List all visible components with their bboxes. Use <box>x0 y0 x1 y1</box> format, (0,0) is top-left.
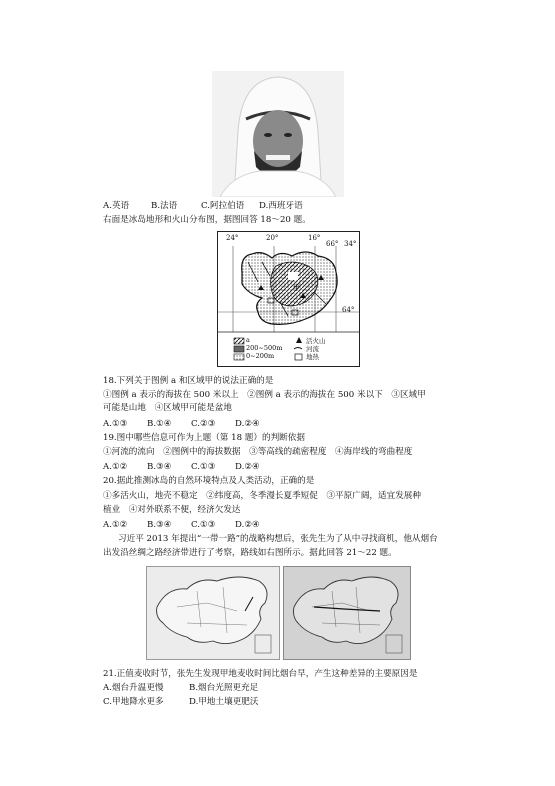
q18-stem: 18.下列关于图例 a 和区域甲的说法正确的是 <box>103 376 274 386</box>
q20-option-c: C.①③ <box>191 520 216 530</box>
q20-line2: 植业 ④对外联系不便，经济欠发达 <box>103 505 241 515</box>
legend-0-200: 0~200m <box>246 352 275 360</box>
q18-options <box>103 418 260 430</box>
q18-option-a: A.①③ <box>103 419 128 429</box>
china-map-left <box>146 566 280 660</box>
option-c: C.阿拉伯语 <box>201 201 245 211</box>
legend-a: a <box>246 336 250 344</box>
q18-line1: ①图例 a 表示的海拔在 500 米以上 ②图例 a 表示的海拔在 500 米以下 ③区域甲 <box>103 390 426 400</box>
q21-option-a: A.烟台升温更慢 <box>103 683 164 693</box>
lon-label-24: 24° <box>226 234 239 242</box>
legend-river: 河流 <box>306 345 319 353</box>
q19-option-b: B.③④ <box>147 462 172 472</box>
q20-option-a: A.①② <box>103 520 128 530</box>
legend-geothermal: 地热 <box>306 353 319 361</box>
legend-200-500: 200~500m <box>246 344 283 352</box>
option-d: D.西班牙语 <box>259 201 303 211</box>
q18-option-d: D.②④ <box>235 419 260 429</box>
q19-stem: 19.图中哪些信息可作为上题（第 18 题）的判断依据 <box>103 433 305 443</box>
q19-option-d: D.②④ <box>235 462 260 472</box>
intro-iceland: 右面是冰岛地形和火山分布图，据图回答 18～20 题。 <box>103 215 311 225</box>
q20-line1: ①多活火山，地壳不稳定 ②纬度高，冬季漫长夏季短促 ③平原广阔，适宜发展种 <box>103 491 421 501</box>
q19-option-c: C.①③ <box>191 462 216 472</box>
lat-label-64: 64° <box>342 306 355 314</box>
q20-option-b: B.③④ <box>147 520 172 530</box>
option-b: B.法语 <box>151 201 178 211</box>
q19-options <box>103 461 260 473</box>
q21-options-row1 <box>103 682 258 694</box>
intro-xi-line1: 习近平 2013 年提出“一带一路”的战略构想后，张先生为了从中寻找商机，他从烟台 <box>118 534 438 544</box>
lon-label-34: 34° <box>344 240 357 248</box>
lat-label-66: 66° <box>326 240 339 248</box>
q21-options-row2 <box>103 696 258 708</box>
iceland-map <box>217 231 360 367</box>
option-a: A.英语 <box>103 201 130 211</box>
legend-volcano: 活火山 <box>306 337 326 345</box>
q18-option-b: B.①④ <box>147 419 172 429</box>
q18-line2: 可能是山地 ④区域甲可能是盆地 <box>103 403 232 413</box>
q19-line1: ①河流的流向 ②图例中的海拔数据 ③等高线的疏密程度 ④海岸线的弯曲程度 <box>103 447 413 457</box>
q18-option-c: C.②③ <box>191 419 216 429</box>
q21-stem: 21.正值麦收时节，张先生发现甲地麦收时间比烟台早，产生这种差异的主要原因是 <box>103 669 418 679</box>
intro-xi-line2: 出发沿丝绸之路经济带进行了考察，路线如右图所示。据此回答 21～22 题。 <box>103 548 397 558</box>
q20-stem: 20.据此推测冰岛的自然环境特点及人类活动，正确的是 <box>103 476 315 486</box>
q19-option-a: A.①② <box>103 462 128 472</box>
q21-option-b: B.烟台光照更充足 <box>189 683 259 693</box>
lon-label-16: 16° <box>308 234 321 242</box>
lon-label-20: 20° <box>266 234 279 242</box>
china-map-right <box>283 566 411 660</box>
q20-option-d: D.②④ <box>235 520 260 530</box>
prev-question-options <box>103 200 303 212</box>
q20-options <box>103 519 260 531</box>
q21-option-c: C.甲地降水更多 <box>103 697 164 707</box>
q21-option-d: D.甲地土壤更肥沃 <box>189 697 259 707</box>
region-jia-label: 甲 <box>293 284 300 292</box>
portrait-photo <box>212 71 344 197</box>
